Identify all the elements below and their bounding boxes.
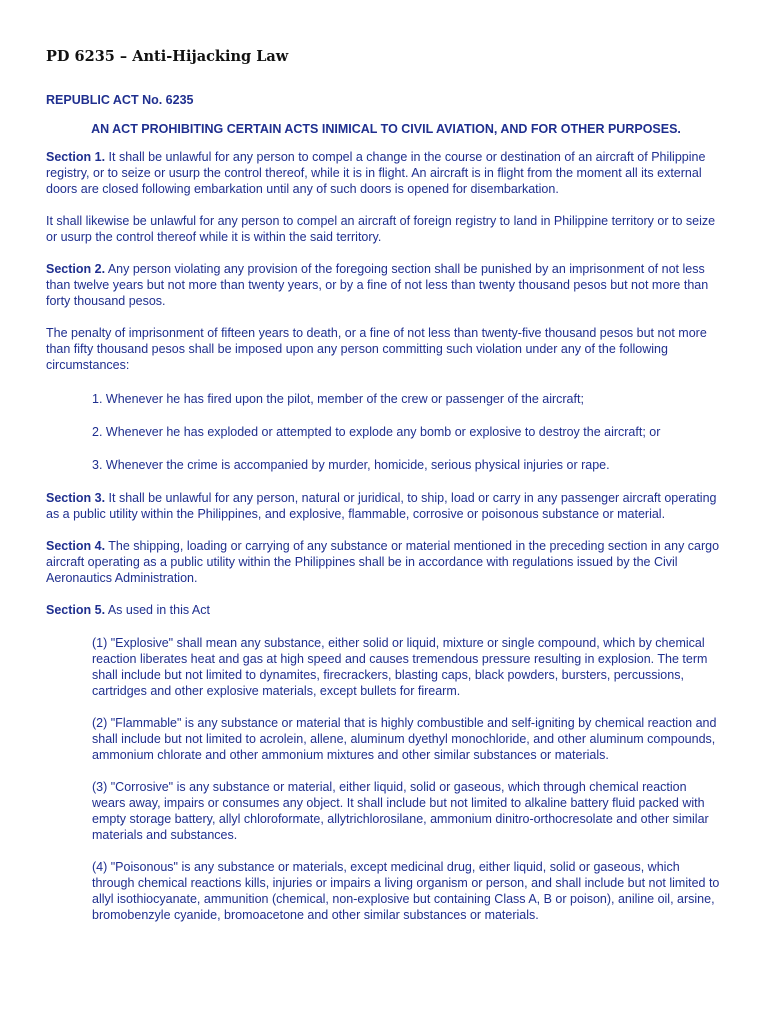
circumstance-item: 3. Whenever the crime is accompanied by murder, homicide, serious physical injuries or rape.: [92, 458, 610, 472]
section-2-text: Any person violating any provision of the foregoing section shall be punished by an imprisonment of not less than twelve years but not more than twenty years, or by a fine of not less than twenty thousand pesos but not more than forty thousand pesos.: [46, 262, 709, 308]
section-1-text: It shall be unlawful for any person to compel a change in the course or destination of an aircraft of Philippine registry, or to seize or usurp the control thereof, while it is in flight. An aircraft is in flight from the moment all its external doors are closed following embarkation until any of such doors is opened for disembarkation.: [46, 150, 706, 196]
section-2-label: Section 2.: [46, 262, 106, 276]
section-3-text: It shall be unlawful for any person, natural or juridical, to ship, load or carry in any passenger aircraft operating as a public utility within the Philippines, and explosive, flammable, corrosive or poisonous substance or material.: [46, 491, 717, 521]
section-4: [46, 538, 722, 586]
section-5: [46, 602, 722, 618]
section-4-text: The shipping, loading or carrying of any substance or material mentioned in the preceding section in any cargo aircraft operating as a public utility within the Philippines shall be in accordance with regulations issued by the Civil Aeronautics Administration.: [46, 539, 720, 585]
section-3-label: Section 3.: [46, 491, 106, 505]
definition-item: (3) "Corrosive" is any substance or material, either liquid, solid or gaseous, which through chemical reaction wears away, impairs or consumes any object. It shall include but not limited to alkaline battery fluid packed with empty storage battery, allyl chloroformate, allytrichlorosilane, ammonium dinitro-orthocresolate and other similar materials and substances.: [92, 780, 709, 842]
section-1-paragraph-2: It shall likewise be unlawful for any person to compel an aircraft of foreign registry to land in Philippine territory or to seize or usurp the control thereof while it is within the said territory.: [46, 214, 716, 244]
section-4-label: Section 4.: [46, 539, 106, 553]
section-5-label: Section 5.: [46, 603, 106, 617]
section-1: [46, 149, 722, 197]
definition-item: (4) "Poisonous" is any substance or materials, except medicinal drug, either liquid, solid or gaseous, which through chemical reactions kills, injuries or impairs a living organism or person, and shall include but not limited to allyl isothiocyanate, ammunition (chemical, non-explosive but containing Class A, B or poison), aniline oil, arsine, bromobenzyle cyanide, bromoacetone and other similar substances or materials.: [92, 860, 720, 922]
definition-item: (1) "Explosive" shall mean any substance, either solid or liquid, mixture or single compound, which by chemical reaction liberates heat and gas at high speed and causes tremendous pressure resulting in explosion. The term shall include but not limited to dynamites, firecrackers, blasting caps, black powders, bursters, percussions, cartridges and other explosive materials, except bullets for firearm.: [92, 636, 708, 698]
section-1-label: Section 1.: [46, 150, 106, 164]
circumstance-item: 1. Whenever he has fired upon the pilot, member of the crew or passenger of the aircraft;: [92, 392, 584, 406]
section-2-paragraph-2: The penalty of imprisonment of fifteen years to death, or a fine of not less than twenty-five thousand pesos but not more than fifty thousand pesos shall be imposed upon any person committing such violation under any of the following circumstances:: [46, 326, 707, 372]
section-5-text: As used in this Act: [105, 603, 210, 617]
act-title: AN ACT PROHIBITING CERTAIN ACTS INIMICAL TO CIVIL AVIATION, AND FOR OTHER PURPOSES.: [91, 122, 681, 136]
republic-act-number: REPUBLIC ACT No. 6235: [46, 93, 194, 107]
document-heading: PD 6235 – Anti-Hijacking Law: [46, 48, 289, 65]
definition-item: (2) "Flammable" is any substance or material that is highly combustible and self-igniting by chemical reaction and shall include but not limited to acrolein, allene, aluminum dyethyl monochloride, and other aluminum compounds, ammonium chlorate and other ammonium mixtures and other similar substances or materials.: [92, 716, 717, 762]
section-3: [46, 490, 722, 522]
section-2: [46, 261, 722, 309]
circumstance-item: 2. Whenever he has exploded or attempted to explode any bomb or explosive to destroy the aircraft; or: [92, 425, 661, 439]
